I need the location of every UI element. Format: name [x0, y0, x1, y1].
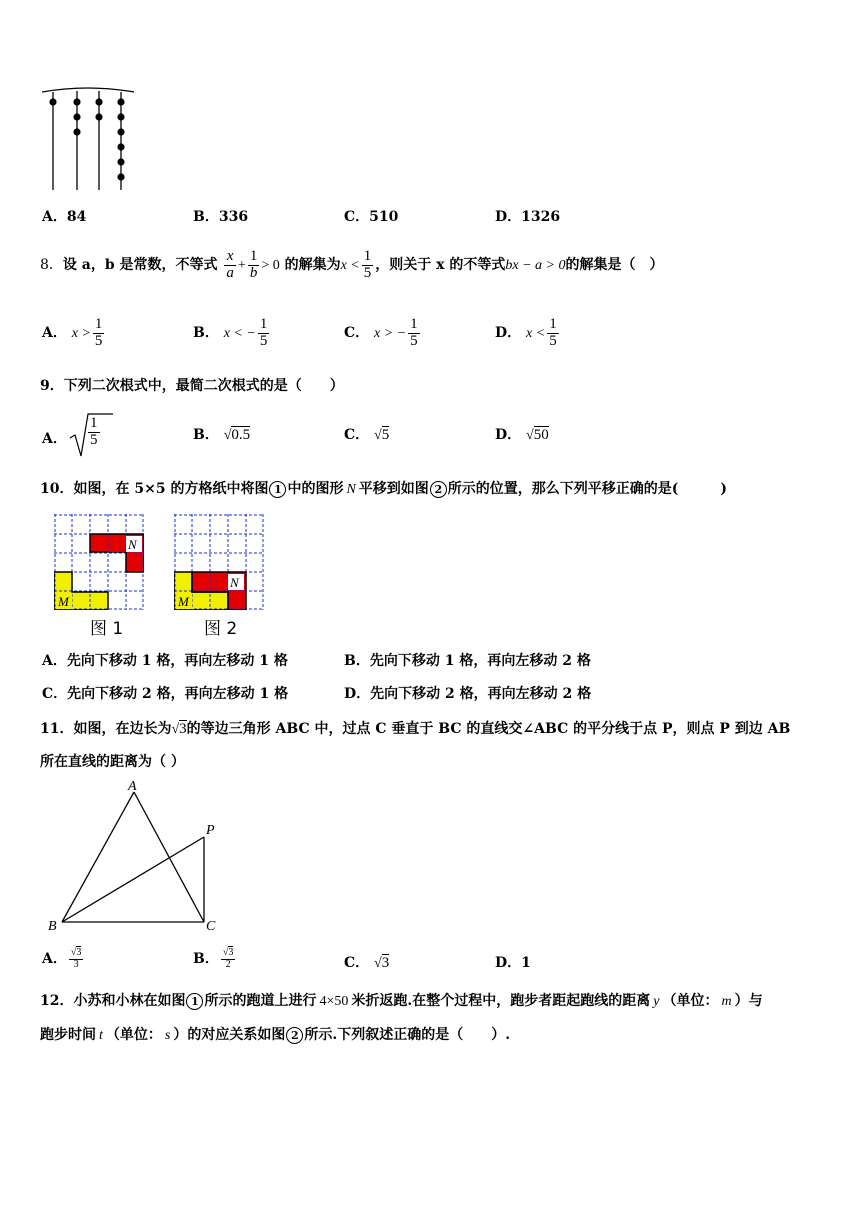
- option-letter: C．: [344, 209, 370, 225]
- option-text: 336: [218, 209, 249, 225]
- q11-stem-line1: 11．如图，在边长为√3的等边三角形 ABC 中，过点 C 垂直于 BC 的直线交∠ABC 的平分线于点 P，则点 P 到边 AB: [40, 721, 791, 737]
- option-letter: B．: [193, 209, 219, 225]
- svg-text:N: N: [128, 537, 137, 552]
- svg-text:M: M: [178, 594, 189, 609]
- stem-text: ，则关于 x 的不等式: [375, 257, 506, 273]
- abacus-figure: [38, 86, 138, 194]
- option-text: 84: [66, 209, 87, 225]
- q9-option-d[interactable]: D． √50: [495, 427, 549, 443]
- q8-option-a[interactable]: A． x > $\frac{1}{5}$: [42, 315, 103, 349]
- q10-option-c[interactable]: C．先向下移动 2 格，再向左移动 1 格: [42, 686, 289, 702]
- option-text: 1326: [521, 209, 561, 225]
- stem-text: 的解集是（ ）: [565, 257, 664, 273]
- q12-stem-line1: 12．小苏和小林在如图 1 所示的跑道上进行 4×50 米折返跑.在整个过程中，跑步者距起跑线的距离 y （单位： m ）与: [40, 993, 763, 1009]
- fraction-x-over-a: $\frac{x}{a}$: [226, 247, 234, 281]
- figure-1-caption: 图 1: [90, 619, 124, 639]
- q8-option-c[interactable]: C． x > − $\frac{1}{5}$: [344, 315, 418, 349]
- circled-number: 1: [186, 993, 203, 1010]
- svg-text:A: A: [128, 779, 137, 794]
- q12-stem-line2: 跑步时间 t （单位： s ）的对应关系如图 2 所示.下列叙述正确的是（ ）.: [40, 1027, 511, 1043]
- plus-sign: +: [237, 258, 246, 273]
- q7-option-c[interactable]: [344, 206, 398, 226]
- q8-option-d[interactable]: D． x < $\frac{1}{5}$: [495, 315, 557, 349]
- q8-stem: [40, 245, 663, 286]
- q11-option-d[interactable]: D．1: [495, 955, 531, 971]
- option-letter: D．: [495, 209, 522, 225]
- option-letter: A．: [42, 209, 67, 225]
- grid-figure-1: [54, 514, 144, 610]
- figure-2-caption: 图 2: [204, 619, 238, 639]
- svg-text:B: B: [48, 919, 57, 934]
- fraction-one-fifth: $\frac{1}{5}$: [363, 247, 372, 281]
- q9-stem: 9．下列二次根式中，最简二次根式的是（ ）: [40, 378, 344, 394]
- q7-option-b[interactable]: [193, 206, 248, 226]
- q11-stem-line2: 所在直线的距离为（ ）: [40, 754, 185, 770]
- question-number: 8．: [40, 257, 63, 273]
- triangle-figure: [40, 776, 230, 936]
- q8-option-b[interactable]: B． x < − $\frac{1}{5}$: [193, 315, 268, 349]
- inequality-sign: > 0: [261, 258, 280, 273]
- q10-option-a[interactable]: A．先向下移动 1 格，再向左移动 1 格: [42, 653, 288, 669]
- circled-number: 2: [286, 1027, 303, 1044]
- q10-option-d[interactable]: D．先向下移动 2 格，再向左移动 2 格: [344, 686, 592, 702]
- svg-text:C: C: [206, 919, 216, 934]
- q7-option-d[interactable]: [495, 206, 560, 226]
- q11-option-c[interactable]: C． √3: [344, 955, 390, 971]
- circled-number: 2: [430, 481, 447, 498]
- svg-text:P: P: [206, 823, 215, 838]
- stem-text: 的解集为: [284, 257, 341, 273]
- q7-option-a[interactable]: [42, 206, 86, 226]
- option-text: 510: [369, 209, 399, 225]
- q9-option-c[interactable]: C． √5: [344, 427, 390, 443]
- inequality-expression: bx − a > 0: [505, 258, 566, 273]
- grid-figure-2: [174, 514, 264, 610]
- circled-number: 1: [269, 481, 286, 498]
- fraction-1-over-b: $\frac{1}{b}$: [249, 247, 258, 281]
- q9-option-b[interactable]: B． √0.5: [193, 427, 251, 443]
- svg-text:M: M: [58, 594, 69, 609]
- q10-option-b[interactable]: B．先向下移动 1 格，再向左移动 2 格: [344, 653, 591, 669]
- q11-option-a[interactable]: A． $\frac{√3}{3}$: [42, 947, 82, 970]
- q11-option-b[interactable]: B． $\frac{√3}{2}$: [193, 947, 234, 970]
- stem-text: 设 a，b 是常数，不等式: [62, 257, 218, 273]
- svg-text:N: N: [230, 575, 239, 590]
- q10-stem: 10．如图，在 5×5 的方格纸中将图 1 中的图形 N 平移到如图 2 所示的位置，那么下列平移正确的是( ): [40, 481, 728, 497]
- solution-relation: x <: [340, 258, 360, 273]
- radical-sign: [68, 412, 140, 460]
